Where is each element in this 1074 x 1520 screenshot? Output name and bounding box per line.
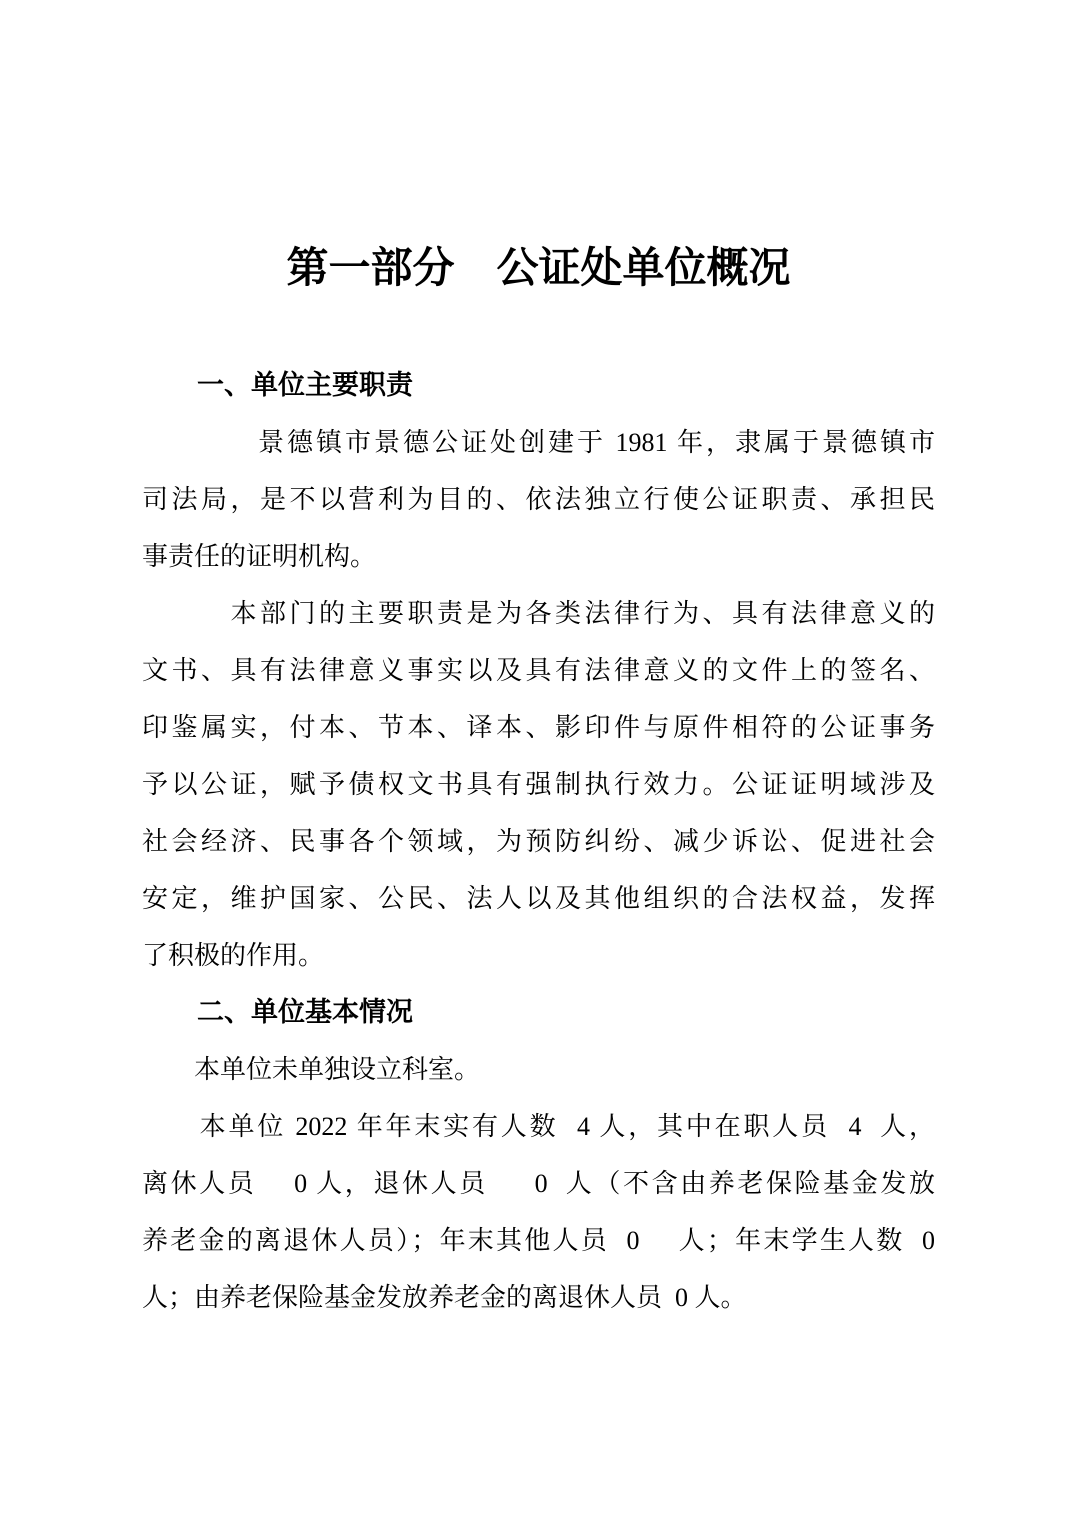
text-line: 安定，维护国家、公民、法人以及其他组织的合法权益，发挥 <box>142 884 935 913</box>
text-line: 本单位 2022 年年末实有人数 4 人，其中在职人员 4 人， <box>142 1112 935 1141</box>
section-heading-1: 一、单位主要职责 <box>197 370 413 400</box>
text-line: 养老金的离退休人员）；年末其他人员 0 人；年末学生人数 0 <box>142 1226 935 1255</box>
paragraph <box>142 1098 935 1326</box>
document-body <box>142 357 935 1326</box>
text-line: 离休人员 0 人，退休人员 0 人（不含由养老保险基金发放 <box>142 1169 935 1198</box>
text-line: 社会经济、民事各个领域，为预防纠纷、减少诉讼、促进社会 <box>142 827 935 856</box>
text-line: 印鉴属实，付本、节本、译本、影印件与原件相符的公证事务 <box>142 713 935 742</box>
text-line: 景德镇市景德公证处创建于 1981 年，隶属于景德镇市 <box>142 428 935 457</box>
paragraph <box>142 585 935 984</box>
text-line: 文书、具有法律意义事实以及具有法律意义的文件上的签名、 <box>142 656 935 685</box>
text-line: 司法局，是不以营利为目的、依法独立行使公证职责、承担民 <box>142 485 935 514</box>
text-line: 本单位未单独设立科室。 <box>142 1055 481 1084</box>
paragraph <box>142 1041 935 1098</box>
text-line: 事责任的证明机构。 <box>142 542 377 571</box>
text-line: 了积极的作用。 <box>142 941 325 970</box>
paragraph <box>142 414 935 585</box>
text-line: 本部门的主要职责是为各类法律行为、具有法律意义的 <box>142 599 935 628</box>
section-heading-2: 二、单位基本情况 <box>197 997 413 1027</box>
document-title: 第一部分 公证处单位概况 <box>286 246 791 292</box>
text-line: 予以公证，赋予债权文书具有强制执行效力。公证证明域涉及 <box>142 770 935 799</box>
text-line: 人；由养老保险基金发放养老金的离退休人员 0 人。 <box>142 1283 747 1312</box>
